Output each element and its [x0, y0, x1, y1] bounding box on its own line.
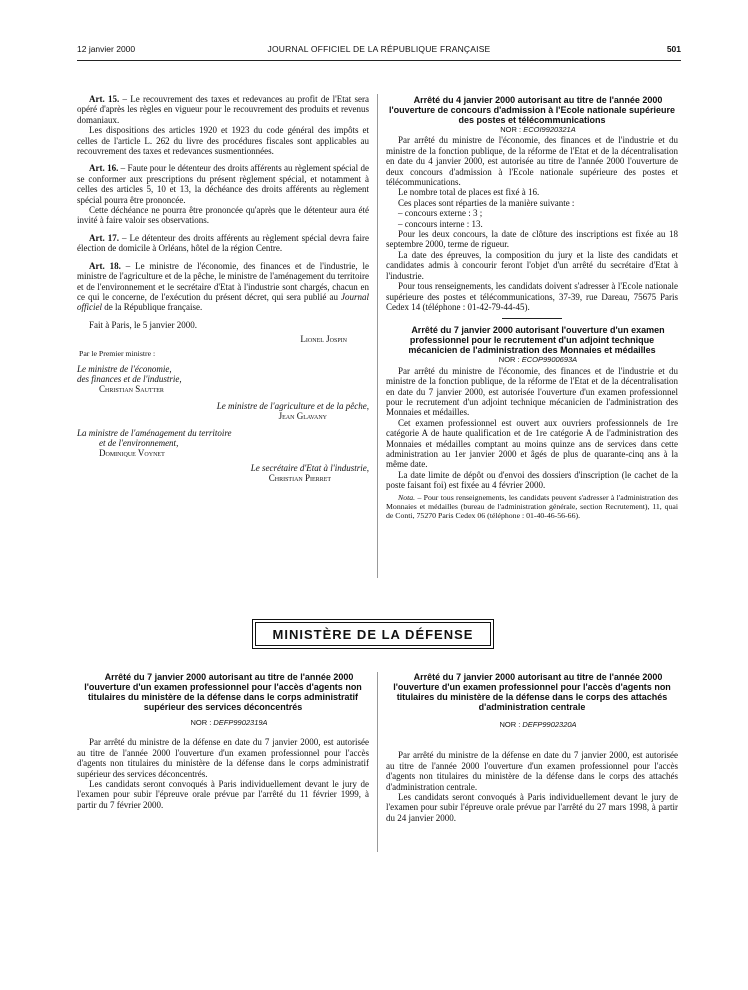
ministry-title: MINISTÈRE DE LA DÉFENSE [272, 626, 474, 642]
arrete-1-p8: Pour tous renseignements, les candidats doivent s'adresser à l'Ecole nationale supérieure des postes et télécommunications, 37-39, rue Dareau, 75675 Paris Cedex 14 (téléphone : 01-42-79-44-45). [386, 281, 678, 312]
min-amen-line1: La ministre de l'aménagement du territoire [77, 427, 232, 438]
arrete-2-nor: NOR : ECOP9900693A [498, 355, 578, 365]
separator [502, 318, 562, 319]
article-16: Art. 16. – Faute pour le détenteur des droits afférents au règlement spécial de se conformer aux prescriptions du présent règlement spécial, et notamment à celles des articles 5, 10 et 13, la déchéance des droits afférents au règlement spécial pourra être prononcée. [77, 163, 369, 205]
arrete-1-p5: – concours interne : 13. [398, 218, 483, 229]
arrete-1-p7: La date des épreuves, la composition du jury et la liste des candidats et candidates admis à concourir feront l'objet d'un arrêté du secrétaire d'Etat à l'industrie. [386, 249, 678, 281]
arrete-2-title: Arrêté du 7 janvier 2000 autorisant l'ouverture d'un examen professionnel pour le recrutement d'un adjoint technique mécanicien de l'administration des Monnaies et médailles [408, 325, 665, 356]
header-rule [77, 60, 681, 61]
article-17: Art. 17. – Le détenteur des droits afférents au règlement spécial devra faire élection de domicile à Orléans, hôtel de la région Centre. [77, 232, 369, 254]
arrete-1-title: Arrêté du 4 janvier 2000 autorisant au titre de l'année 2000 l'ouverture de concours d'admission à l'Ecole nationale supérieure des postes et télécommunications [388, 95, 675, 125]
defense-arrete-1-p2: Les candidats seront convoqués à Paris individuellement devant le jury de l'examen pour subir l'épreuve orale prévue par l'arrêté du 11 février 1999, à partir du 7 février 2000. [77, 779, 369, 810]
arrete-1-p1: Par arrêté du ministre de l'économie, des finances et de l'industrie et du ministre de la fonction publique, de la réforme de l'Etat et de la décentralisation en date du 4 janvier 2000, est autorisée au titre de l'année 2000 l'ouverture de deux concours d'admission à l'Ecole nationale supérieure des postes et télécommunications. [386, 135, 678, 188]
sec-ind-name: Christian Pierret [268, 473, 331, 484]
arrete-1-nor: NOR : ECOI9920321A [500, 125, 576, 134]
defense-arrete-1-nor: NOR : DEFP9902319A [190, 718, 268, 727]
defense-arrete-2-title: Arrêté du 7 janvier 2000 autorisant au titre de l'année 2000 l'ouverture d'un examen professionnel pour l'accès d'agents non titulaires du ministère de la défense dans le corps des attachés d'administration centrale [393, 672, 671, 712]
column-divider-top [377, 94, 378, 578]
right-column-top [386, 95, 678, 520]
arrete-1-p3: Ces places sont réparties de la manière suivante : [398, 197, 575, 208]
arrete-2-p3: La date limite de dépôt ou d'envoi des dossiers d'inscription (le cachet de la poste faisant foi) est fixée au 4 février 2000. [386, 469, 678, 491]
left-column-bottom [77, 672, 369, 810]
article-15-p2: Les dispositions des articles 1920 et 1923 du code général des impôts et celles de l'article L. 262 du livre des procédures fiscales sont applicables au recouvrement des taxes et redevances susmentionnées. [77, 125, 369, 157]
arrete-2-p2: Cet examen professionnel est ouvert aux ouvriers professionnels de 1re catégorie A de haute qualification et de 1re catégorie A de l'administration des Monnaies et médailles comptant au moins quinze ans de services dans cette administration au 1er janvier 2000 et âgés de plus de quarante-cinq ans à la même date. [386, 417, 678, 470]
arrete-1-p4: – concours externe : 3 ; [398, 208, 483, 219]
arrete-2-nota: Nota. – Pour tous renseignements, les candidats peuvent s'adresser à l'administration des Monnaies et médailles (bureau de l'administration générale, section Recrutement), 11, quai de Conti, 75270 Paris Cedex 06 (téléphone : 01-40-46-56-66). [386, 492, 678, 520]
min-eco-name: Christian Sautter [99, 384, 164, 395]
arrete-2-p1: Par arrêté du ministre de l'économie, des finances et de l'industrie et du ministre de la fonction publique, de la réforme de l'Etat et de la décentralisation en date du 7 janvier 2000, est autorisée l'ouverture d'un examen professionnel pour le recrutement d'un adjoint technique mécanicien de l'administration des Monnaies et médailles. [386, 365, 678, 418]
article-15: Art. 15. – Le recouvrement des taxes et redevances au profit de l'Etat sera opéré d'après les règles en vigueur pour le recouvrement des produits et revenus domaniaux. [77, 94, 369, 125]
sec-ind: Le secrétaire d'Etat à l'industrie, [250, 462, 369, 473]
min-agri-name: Jean Glavany [278, 411, 327, 422]
min-amen-name: Dominique Voynet [99, 448, 165, 459]
arrete-1-p2: Le nombre total de places est fixé à 16. [398, 187, 540, 198]
header-title: JOURNAL OFFICIEL DE LA RÉPUBLIQUE FRANÇAISE [267, 44, 491, 54]
page-number: 501 [666, 44, 681, 54]
fait-a-paris: Fait à Paris, le 5 janvier 2000. [89, 319, 197, 330]
column-divider-bottom [377, 672, 378, 852]
article-16-p2: Cette déchéance ne pourra être prononcée qu'après que le détenteur aura été invité à faire valoir ses observations. [77, 205, 369, 226]
defense-arrete-1-p1: Par arrêté du ministre de la défense en date du 7 janvier 2000, est autorisée au titre de l'année 2000 l'ouverture d'un examen professionnel pour l'accès d'agents non titulaires du ministère de la défense dans le corps administratif supérieur des services déconcentrés. [77, 737, 369, 779]
defense-arrete-2-p2: Les candidats seront convoqués à Paris individuellement devant le jury de l'examen pour subir l'épreuve orale prévue par l'arrêté du 27 mars 1998, à partir du 24 janvier 2000. [386, 792, 678, 823]
arrete-1-p6: Pour les deux concours, la date de clôture des inscriptions est fixée au 18 septembre 2000, terme de rigueur. [386, 229, 678, 250]
min-amen-line2: et de l'environnement, [99, 437, 179, 448]
defense-arrete-1-title: Arrêté du 7 janvier 2000 autorisant au titre de l'année 2000 l'ouverture d'un examen professionnel pour l'accès d'agents non titulaires du ministère de la défense dans le corps administratif supérieur des services déconcentrés [84, 672, 362, 712]
right-column-bottom [386, 672, 678, 823]
min-eco-line1: Le ministre de l'économie, [77, 363, 172, 374]
pm-signature: Lionel Jospin [300, 334, 347, 345]
article-18: Art. 18. – Le ministre de l'économie, des finances et de l'industrie, le ministre de l'agriculture et de la pêche, le ministre de l'aménagement du territoire et de l'environnement et le secrétaire d'Etat à l'industrie sont chargés, chacun en ce qui le concerne, de l'exécution du présent décret, qui sera publié au Journal officiel de la République française. [77, 260, 369, 313]
par-premier-ministre: Par le Premier ministre : [79, 348, 156, 358]
defense-arrete-2-p1: Par arrêté du ministre de la défense en date du 7 janvier 2000, est autorisée au titre de l'année 2000 l'ouverture d'un examen professionnel pour l'accès d'agents non titulaires du ministère de la défense dans le corps des attachés d'administration centrale. [386, 750, 678, 792]
left-column-top [77, 94, 369, 484]
min-eco-line2: des finances et de l'industrie, [77, 373, 182, 384]
min-agri: Le ministre de l'agriculture et de la pêche, [216, 400, 369, 411]
defense-arrete-2-nor: NOR : DEFP9902320A [499, 720, 577, 729]
header-date: 12 janvier 2000 [77, 44, 136, 54]
page-header [77, 44, 681, 58]
ministry-banner [255, 622, 491, 646]
